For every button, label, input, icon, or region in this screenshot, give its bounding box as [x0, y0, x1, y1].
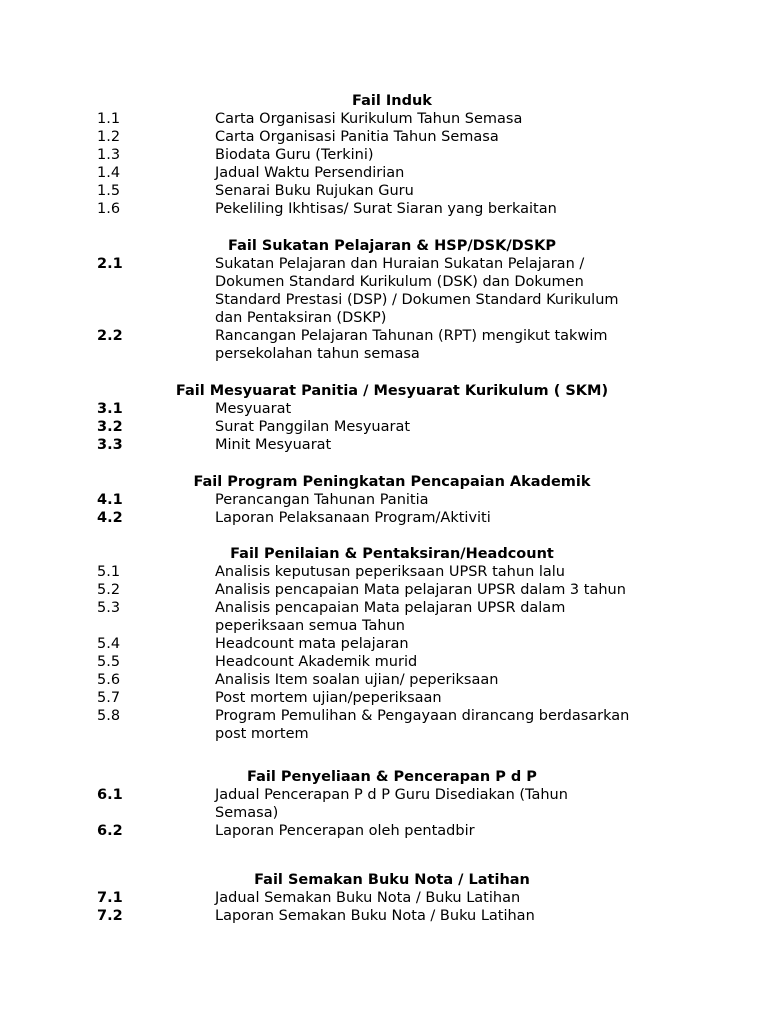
- item-number: 5.4: [97, 636, 121, 652]
- section-fail-penilaian: [97, 545, 687, 743]
- item-number: 5.7: [97, 690, 121, 706]
- section-fail-semakan-buku: [97, 871, 687, 925]
- list-item: [97, 146, 687, 164]
- item-text: Post mortem ujian/peperiksaan: [215, 690, 442, 706]
- item-text: Rancangan Pelajaran Tahunan (RPT) mengikut takwim persekolahan tahun semasa: [215, 328, 608, 362]
- item-number: 5.5: [97, 654, 121, 670]
- item-number: 4.2: [97, 510, 123, 526]
- item-text: Laporan Semakan Buku Nota / Buku Latihan: [215, 908, 535, 924]
- list-item: [97, 128, 687, 146]
- section-title: Fail Mesyuarat Panitia / Mesyuarat Kurikulum ( SKM): [175, 383, 609, 399]
- item-text: Perancangan Tahunan Panitia: [215, 492, 429, 508]
- item-number: 5.3: [97, 600, 121, 616]
- item-number: 5.8: [97, 708, 121, 724]
- item-number: 6.1: [97, 787, 123, 803]
- item-number: 1.1: [97, 111, 121, 127]
- section-fail-sukatan-pelajaran: [97, 237, 687, 363]
- list-item: [97, 110, 687, 128]
- item-text: Mesyuarat: [215, 401, 292, 417]
- list-item: [97, 509, 687, 527]
- section-title: Fail Penilaian & Pentaksiran/Headcount: [230, 546, 554, 562]
- list-item: [97, 907, 687, 925]
- item-number: 3.2: [97, 419, 123, 435]
- item-text: Jadual Pencerapan P d P Guru Disediakan (Tahun Semasa): [215, 787, 568, 821]
- item-text: Sukatan Pelajaran dan Huraian Sukatan Pelajaran / Dokumen Standard Kurikulum (DSK) dan Dokumen Standard Prestasi (DSP) / Dokumen Standard Kurikulum dan Pentaksiran (DSKP): [215, 256, 619, 326]
- list-item: [97, 822, 687, 840]
- item-number: 1.3: [97, 147, 121, 163]
- item-number: 1.5: [97, 183, 121, 199]
- item-text: Analisis pencapaian Mata pelajaran UPSR dalam peperiksaan semua Tahun: [215, 600, 566, 634]
- item-number: 7.1: [97, 890, 123, 906]
- list-item: [97, 653, 687, 671]
- list-item: [97, 689, 687, 707]
- item-number: 4.1: [97, 492, 123, 508]
- section-fail-program-peningkatan: [97, 473, 687, 527]
- item-number: 6.2: [97, 823, 123, 839]
- item-text: Laporan Pelaksanaan Program/Aktiviti: [215, 510, 491, 526]
- item-text: Program Pemulihan & Pengayaan dirancang berdasarkan post mortem: [215, 708, 630, 742]
- list-item: [97, 255, 687, 327]
- item-text: Analisis Item soalan ujian/ peperiksaan: [215, 672, 499, 688]
- item-text: Biodata Guru (Terkini): [215, 147, 374, 163]
- item-text: Minit Mesyuarat: [215, 437, 332, 453]
- list-item: [97, 707, 687, 743]
- section-title: Fail Program Peningkatan Pencapaian Akademik: [193, 474, 591, 490]
- item-number: 2.2: [97, 328, 123, 344]
- item-text: Jadual Semakan Buku Nota / Buku Latihan: [215, 890, 521, 906]
- item-text: Analisis pencapaian Mata pelajaran UPSR dalam 3 tahun: [215, 582, 626, 598]
- item-number: 5.6: [97, 672, 121, 688]
- section-title: Fail Penyeliaan & Pencerapan P d P: [247, 769, 537, 785]
- section-title: Fail Induk: [352, 93, 432, 109]
- item-text: Senarai Buku Rujukan Guru: [215, 183, 414, 199]
- section-fail-induk: [97, 92, 687, 218]
- list-item: [97, 671, 687, 689]
- item-text: Surat Panggilan Mesyuarat: [215, 419, 411, 435]
- item-number: 1.6: [97, 201, 121, 217]
- item-text: Carta Organisasi Panitia Tahun Semasa: [215, 129, 499, 145]
- list-item: [97, 599, 687, 635]
- list-item: [97, 635, 687, 653]
- section-fail-mesyuarat: [97, 382, 687, 454]
- item-text: Analisis keputusan peperiksaan UPSR tahun lalu: [215, 564, 565, 580]
- item-number: 5.2: [97, 582, 121, 598]
- list-item: [97, 889, 687, 907]
- list-item: [97, 200, 687, 218]
- section-fail-penyeliaan: [97, 768, 687, 840]
- item-number: 7.2: [97, 908, 123, 924]
- list-item: [97, 581, 687, 599]
- item-number: 2.1: [97, 256, 123, 272]
- item-number: 5.1: [97, 564, 121, 580]
- item-number: 3.3: [97, 437, 123, 453]
- item-text: Jadual Waktu Persendirian: [215, 165, 405, 181]
- item-number: 1.4: [97, 165, 121, 181]
- list-item: [97, 327, 687, 363]
- list-item: [97, 418, 687, 436]
- section-title: Fail Semakan Buku Nota / Latihan: [254, 872, 530, 888]
- list-item: [97, 563, 687, 581]
- list-item: [97, 400, 687, 418]
- list-item: [97, 164, 687, 182]
- item-text: Headcount Akademik murid: [215, 654, 418, 670]
- item-text: Laporan Pencerapan oleh pentadbir: [215, 823, 475, 839]
- item-text: Headcount mata pelajaran: [215, 636, 409, 652]
- list-item: [97, 786, 687, 822]
- item-text: Carta Organisasi Kurikulum Tahun Semasa: [215, 111, 523, 127]
- item-text: Pekeliling Ikhtisas/ Surat Siaran yang berkaitan: [215, 201, 557, 217]
- section-title: Fail Sukatan Pelajaran & HSP/DSK/DSKP: [228, 238, 556, 254]
- item-number: 3.1: [97, 401, 123, 417]
- item-number: 1.2: [97, 129, 121, 145]
- list-item: [97, 436, 687, 454]
- list-item: [97, 182, 687, 200]
- list-item: [97, 491, 687, 509]
